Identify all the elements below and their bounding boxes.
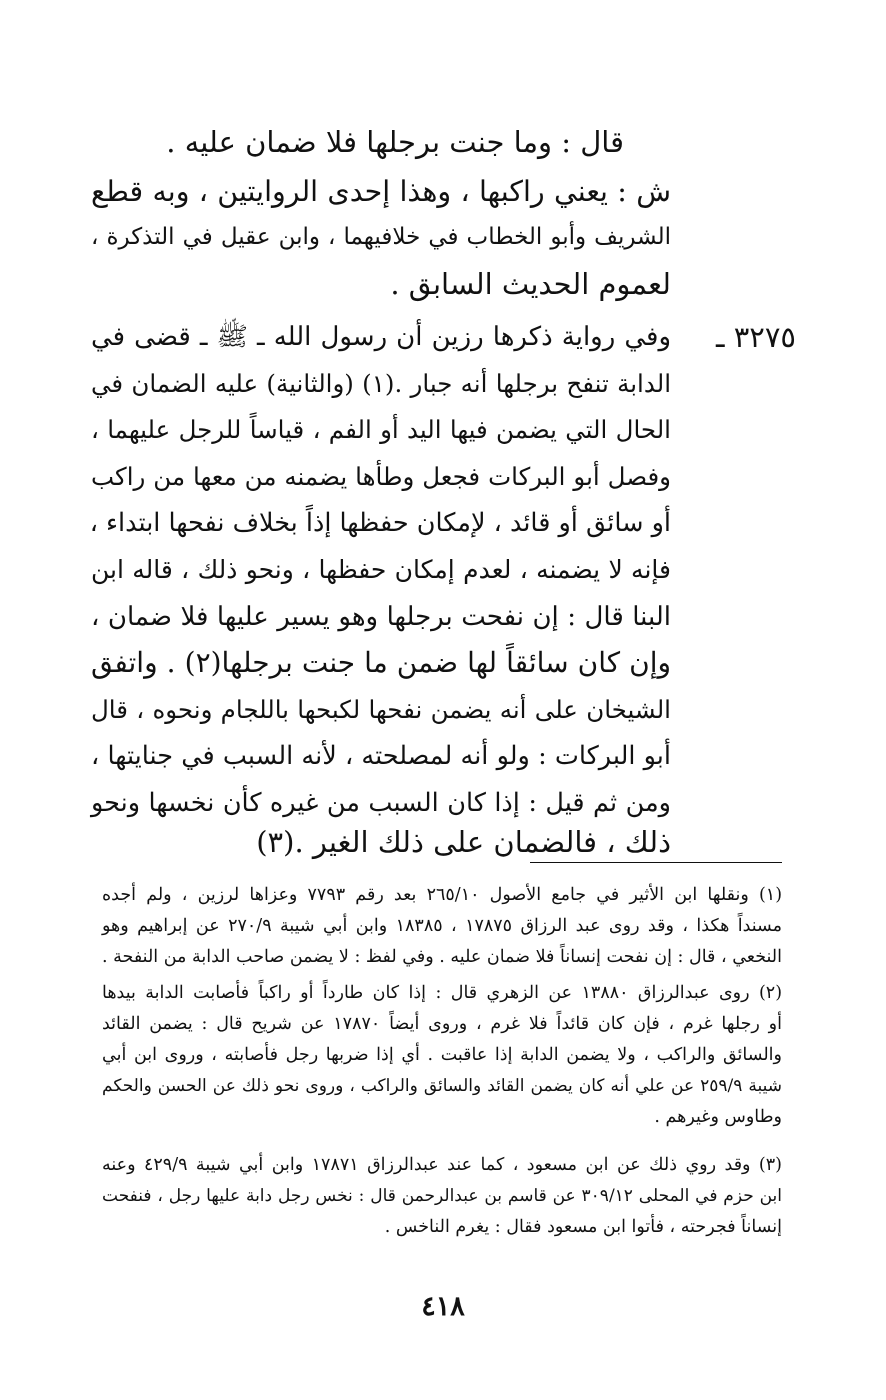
entry-number: ٣٢٧٥ ـ (715, 320, 796, 354)
footnote-line: النخعي ، قال : إن نفحت إنساناً فلا ضمان عليه . وفي لفظ : لا يضمن صاحب الدابة من النفحة . (102, 947, 782, 967)
entry-line: الحال التي يضمن فيها اليد أو الفم ، قياساً للرجل عليهما ، (91, 415, 671, 444)
entry-line: أبو البركات : ولو أنه لمصلحته ، لأنه السبب في جنايتها ، (91, 741, 671, 771)
intro-line: لعموم الحديث السابق . (390, 267, 671, 301)
entry-line: أو سائق أو قائد ، لإمكان حفظها إذاً بخلاف نفحها ابتداء ، (89, 508, 671, 538)
intro-line: قال : وما جنت برجلها فلا ضمان عليه . (166, 125, 624, 159)
page-number: ٤١٨ (421, 1291, 465, 1322)
entry-line: وفصل أبو البركات فجعل وطأها يضمنه من معها من راكب (91, 462, 671, 491)
footnote-line: أو رجلها غرم ، فإن كان قائداً فلا غرم ، وروى أيضاً ١٧٨٧٠ عن شريح قال : يضمن القائد (102, 1014, 783, 1034)
entry-line: فإنه لا يضمنه ، لعدم إمكان حفظها ، ونحو ذلك ، قاله ابن (91, 555, 671, 584)
entry-line: وإن كان سائقاً لها ضمن ما جنت برجلها(٢) . واتفق (91, 646, 672, 679)
footnote-line: مسنداً هكذا ، وقد روى عبد الرزاق ١٧٨٧٥ ، ١٨٣٨٥ وابن أبي شيبة ٢٧٠/٩ عن إبراهيم وهو (102, 916, 783, 936)
footnote-line: والسائق والراكب ، ولا يضمن الدابة إذا عاقبت . أي إذا ضربها رجل فأصابته ، وروى ابن أبي (102, 1045, 782, 1065)
entry-line: ذلك ، فالضمان على ذلك الغير .(٣) (256, 825, 671, 859)
footnote-line: (٣) وقد روي ذلك عن ابن مسعود ، كما عند عبدالرزاق ١٧٨٧١ وابن أبي شيبة ٤٢٩/٩ وعنه (102, 1155, 782, 1175)
intro-line: الشريف وأبو الخطاب في خلافيهما ، وابن عقيل في التذكرة ، (91, 224, 671, 250)
footnote-separator (530, 862, 782, 863)
entry-line: وفي رواية ذكرها رزين أن رسول الله ـ ﷺ ـ قضى في (91, 322, 671, 352)
entry-line: البنا قال : إن نفحت برجلها وهو يسير عليها فلا ضمان ، (91, 602, 671, 632)
entry-line: الشيخان على أنه يضمن نفحها لكبحها باللجام ونحوه ، قال (91, 695, 671, 724)
intro-line: ش : يعني راكبها ، وهذا إحدى الروايتين ، وبه قطع (91, 175, 671, 208)
footnote-line: (١) ونقلها ابن الأثير في جامع الأصول ٢٦٥/١٠ بعد رقم ٧٧٩٣ وعزاها لرزين ، ولم أجده (102, 885, 783, 905)
entry-line: الدابة تنفح برجلها أنه جبار .(١) (والثانية) عليه الضمان في (91, 369, 671, 398)
footnote-line: إنساناً فجرحته ، فأتوا ابن مسعود فقال : يغرم الناخس . (384, 1217, 782, 1237)
footnote-line: (٢) روى عبدالرزاق ١٣٨٨٠ عن الزهري قال : إذا كان طارداً أو راكباً فأصابت الدابة بيدها (102, 983, 783, 1003)
footnote-line: شيبة ٢٥٩/٩ عن علي أنه كان يضمن القائد والسائق والراكب ، وروى نحو ذلك عن الحسن والحكم (102, 1076, 782, 1096)
footnote-line: وطاوس وغيرهم . (654, 1107, 782, 1127)
footnote-line: ابن حزم في المحلى ٣٠٩/١٢ عن قاسم بن عبدالرحمن قال : نخس رجل دابة عليها رجل ، فنفحت (102, 1186, 782, 1206)
entry-line: ومن ثم قيل : إذا كان السبب من غيره كأن نخسها ونحو (91, 788, 671, 818)
